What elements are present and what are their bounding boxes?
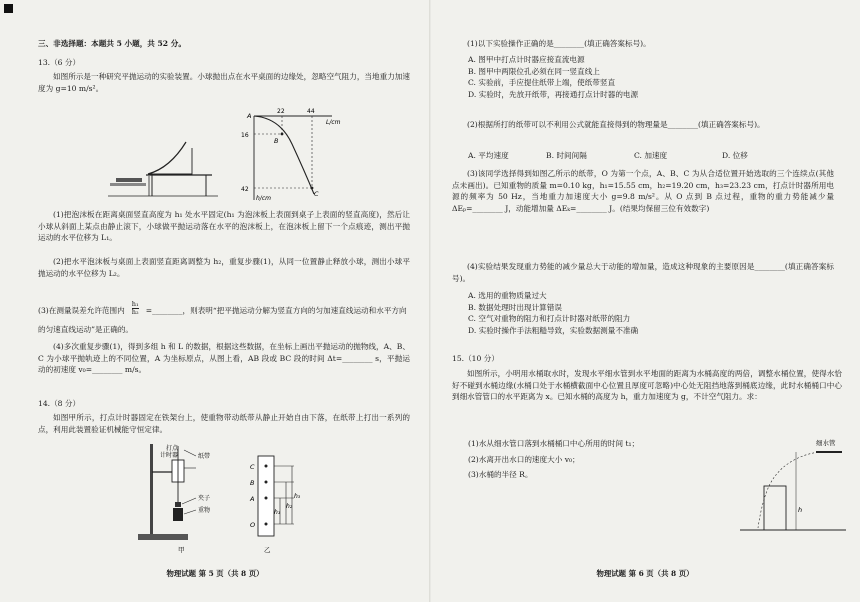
- q14-2-option-d: D. 位移: [722, 151, 748, 160]
- stand-rod: [150, 444, 153, 536]
- section-heading: 三、非选择题：本题共 5 小题，共 52 分。: [38, 39, 186, 48]
- label-c: C: [250, 463, 255, 471]
- label-o: O: [250, 521, 256, 529]
- q14-4-option-c: C. 空气对重物的阻力和打点计时器对纸带的阻力: [468, 314, 631, 324]
- footer-page-6: 物理试题 第 6 页（共 8 页）: [596, 569, 694, 578]
- x-axis-label: L/cm: [326, 119, 341, 126]
- bucket: [764, 486, 786, 530]
- q14-intro: 如图甲所示，打点计时器固定在铁架台上，使重物带动纸带从静止开始自由下落，在纸带上打出一系列的点，利用此装置验证机械能守恒定律。: [38, 413, 410, 434]
- q14-part4-options: [468, 290, 834, 336]
- y-axis-label: h/cm: [256, 195, 271, 202]
- q14-figure-yi: [244, 452, 320, 556]
- q14-1-option-a: A. 图甲中打点计时器应接直流电源: [468, 55, 585, 64]
- q13-apparatus-figure: [108, 118, 218, 198]
- q15-question-1: (1)水从细水管口落到水桶桶口中心所用的时间 t₁；: [468, 439, 640, 448]
- water-path: [758, 452, 818, 528]
- q15-bucket-figure: [738, 436, 848, 538]
- q14-1-option-d: D. 实验时，先放开纸带，再接通打点计时器的电源: [468, 89, 639, 99]
- fraction-numerator: h₁: [131, 300, 139, 308]
- clip: [175, 502, 181, 507]
- footer-page-5: 物理试题 第 5 页（共 8 页）: [166, 569, 264, 578]
- q14-4-option-d: D. 实验时操作手法粗糙导致，实验数据测量不准确: [468, 325, 639, 335]
- foam-board-support: [110, 183, 146, 186]
- q14-part2: (2)根据所打的纸带可以不利用公式就能直接得到的物理量是________(填正确答案标号)。: [467, 120, 765, 129]
- point-b: [281, 133, 284, 136]
- q14-heading: 14.（8 分）: [38, 399, 81, 408]
- label-a: A: [250, 495, 255, 503]
- q13-part2: (2)把水平泡沫板与桌面上表面竖直距离调整为 h₂，重复步骤(1)，从同一位置静止释放小球，测出小球平抛运动的水平位移为 L₂。: [38, 257, 410, 278]
- label-timer-1: 打点: [166, 445, 179, 452]
- label-weight: 重物: [198, 507, 211, 514]
- q13-part1: (1)把泡沫板在距离桌面竖直高度为 h₁ 处水平固定(h₁ 为泡沫板上表面到桌子上表面的竖直高度)，然后让小球从斜面上某点由静止滚下，小球做平抛运动落在水平的泡沫板上，在泡沫板上留下一个点痕迹，测出平抛运动的水平位移为 L₁。: [38, 210, 410, 243]
- h1-over-h2-fraction: [132, 301, 139, 316]
- q15-question-3: (3)水桶的半径 R。: [468, 470, 533, 480]
- point-c-label: C: [314, 190, 319, 198]
- q14-4-option-b: B. 数据处理时出现计算错误: [468, 302, 562, 312]
- point-c: [311, 187, 314, 190]
- stand-base: [138, 534, 188, 540]
- label-b: B: [250, 479, 255, 487]
- label-pipe: 细水管: [816, 439, 836, 447]
- q14-part1: (1)以下实验操作正确的是________(填正确答案标号)。: [467, 39, 651, 48]
- label-tape: 纸带: [198, 453, 211, 460]
- q13-intro: 如图所示是一种研究平抛运动的实验装置。小球抛出点在水平桌面的边缘处，忽略空气阻力，当地重力加速度为 g=10 m/s²。: [38, 72, 410, 93]
- q13-trajectory-graph: [240, 104, 350, 208]
- q15-heading: 15.（10 分）: [452, 354, 499, 363]
- q14-part1-options: [468, 54, 834, 100]
- point-a-label: A: [247, 112, 252, 120]
- y-tick-42: 42: [241, 186, 249, 193]
- q14-1-option-c: C. 实验前，手应提住纸带上端，使纸带竖直: [468, 78, 616, 88]
- y-tick-16: 16: [241, 132, 249, 139]
- q14-2-option-c: C. 加速度: [634, 151, 668, 160]
- q14-2-option-a: A. 平均速度: [468, 151, 509, 160]
- q14-4-option-a: A. 选用的重物质量过大: [468, 291, 547, 300]
- q13-part3-lead: (3)在测量误差允许范围内: [38, 306, 125, 315]
- q13-part4: (4)多次重复步骤(1)，得到多组 h 和 L 的数据，根据这些数据，在坐标上画出平抛运动的抛物线，A、B、C 为小球平抛轨迹上的不同位置，A 为坐标原点，从图上看，AB 段或 BC 段的时间 Δt=________ s，平抛运动的初速度 v₀=________ m/s。: [38, 342, 410, 375]
- q13-heading: 13.（6 分）: [38, 58, 81, 67]
- q15-intro: 如图所示，小明用水桶取水时，发现水平细水管到水平地面的距离为水桶高度的两倍，调整水桶位置，使得水恰好不碰到水桶边缘(水桶口处于水桶横截面中心位置且厚度可忽略)中心处无阻挡地落到桶底边缘，此时水桶桶口中心到细水管管口的水平距离为 x。已知水桶的高度为 h，重力加速度为 g，不计空气阻力。求：: [452, 369, 842, 402]
- q14-2-option-b: B. 时间间隔: [546, 151, 587, 160]
- fraction-denominator: h₂: [131, 308, 139, 316]
- weight: [173, 508, 183, 521]
- label-clip: 夹子: [198, 495, 211, 502]
- q14-part2-options: [468, 150, 834, 162]
- caption-yi: 乙: [264, 546, 271, 554]
- x-tick-22: 22: [277, 108, 285, 115]
- foam-board: [116, 178, 142, 182]
- label-h2: h₂: [286, 503, 293, 510]
- caption-jia: 甲: [178, 546, 185, 554]
- q15-question-2: (2)水离开出水口的速度大小 v₀；: [468, 454, 580, 464]
- label-timer-2: 计时器: [160, 452, 179, 459]
- ramp-curve: [148, 142, 186, 174]
- q14-part4: (4)实验结果发现重力势能的减少量总大于动能的增加量，造成这种现象的主要原因是________(填正确答案标号)。: [452, 262, 834, 283]
- page-6: [430, 0, 860, 602]
- label-h3: h₃: [294, 493, 301, 500]
- label-h: h: [798, 506, 803, 514]
- point-b-label: B: [274, 137, 279, 145]
- q14-part3: (3)该同学选择得到如图乙所示的纸带，O 为第一个点，A、B、C 为从合适位置开始选取的三个连续点(其他点未画出)。已知重物的质量 m=0.10 kg，h₁=15.55 cm，h₂=19.20 cm，h₃=23.23 cm，打点计时器所用电源的频率为 50 Hz，当地重力加速度大小 g=9.8 m/s²。从 O 点到 B 点过程，重物的重力势能减少量 ΔEₚ=________ J，动能增加量 ΔEₖ=________ J。(结果均保留三位有效数字): [452, 169, 834, 213]
- q14-figure-jia: [138, 442, 230, 554]
- label-h1: h₁: [274, 509, 281, 516]
- q13-part3: [38, 298, 410, 336]
- q14-1-option-b: B. 图甲中两限位孔必须在同一竖直线上: [468, 66, 600, 76]
- q13-part3-tail: =________，则表明“把平抛运动分解为竖直方向的匀加速直线运动和水平方向的匀速直线运动”是正确的。: [38, 306, 407, 334]
- trajectory-curve: [254, 116, 314, 194]
- x-tick-44: 44: [307, 108, 315, 115]
- q15-questions: [468, 438, 748, 481]
